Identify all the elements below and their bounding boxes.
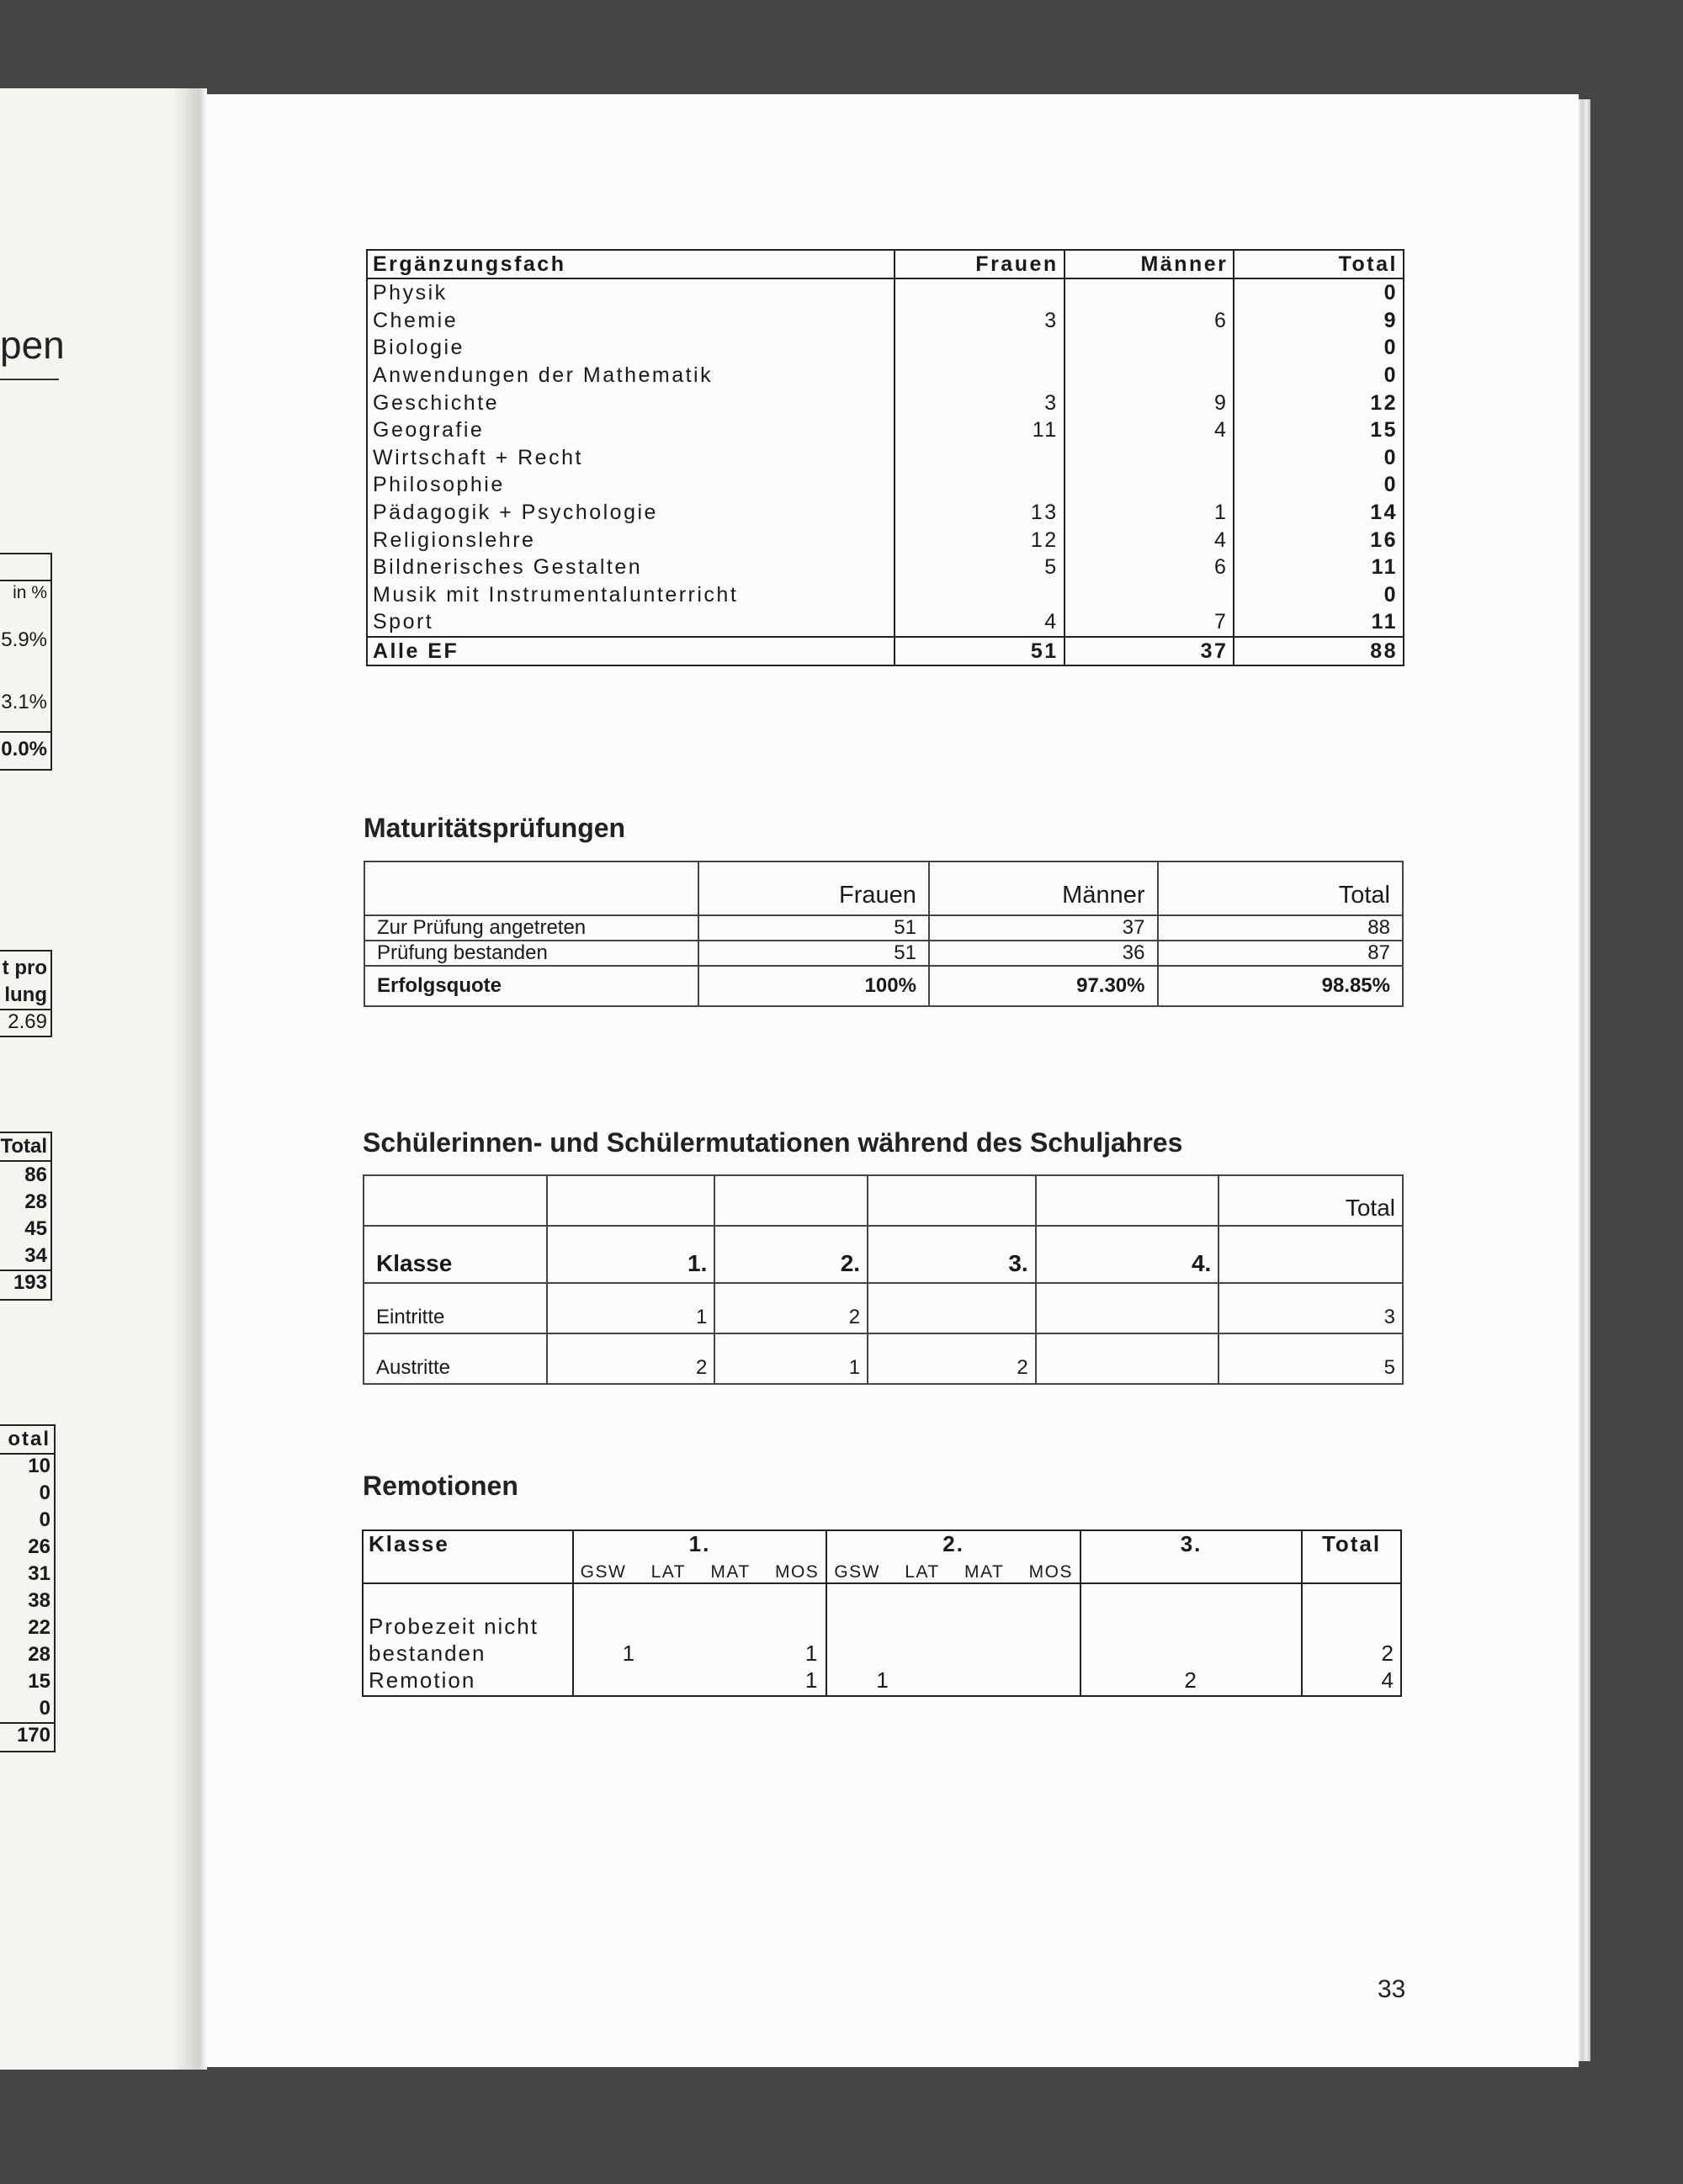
left-table-pro	[0, 950, 52, 1037]
empty-cell	[364, 1175, 547, 1226]
total-cell: 9	[1234, 307, 1404, 335]
left-table-percent	[0, 553, 52, 771]
klasse-1-header	[573, 1530, 827, 1583]
table-row	[367, 362, 1404, 390]
table-row	[367, 334, 1404, 362]
header-frauen: Frauen	[698, 861, 929, 915]
table-row	[364, 1333, 1403, 1384]
left-cell: t pro	[2, 957, 47, 979]
fach-cell: Geschichte	[367, 389, 895, 416]
subject-list	[574, 1557, 826, 1582]
frauen-cell: 3	[895, 389, 1064, 416]
table-row	[364, 941, 1403, 966]
klasse-3-header	[1080, 1530, 1302, 1583]
frauen-cell: 12	[895, 526, 1064, 554]
fach-cell: Wirtschaft + Recht	[367, 444, 895, 472]
left-cell: 15	[28, 1670, 50, 1693]
table-row	[367, 471, 1404, 499]
maenner-cell: 36	[929, 941, 1158, 966]
frauen-cell	[895, 471, 1064, 499]
row-label-probezeit: Probezeit nicht	[369, 1614, 539, 1639]
value-mos: 1	[804, 1641, 820, 1666]
table-row	[367, 389, 1404, 416]
subject-mat: MAT	[710, 1562, 751, 1582]
row-label: Zur Prüfung angetreten	[364, 915, 698, 941]
fach-cell: Chemie	[367, 307, 895, 335]
frauen-cell	[895, 581, 1064, 609]
total-cell: 15	[1234, 416, 1404, 444]
total-header	[1302, 1530, 1401, 1583]
total-label: Total	[1321, 1531, 1382, 1556]
table-header-row	[364, 861, 1403, 915]
value-cell: 2	[868, 1333, 1036, 1384]
value-line	[581, 1640, 820, 1667]
maenner-cell	[1064, 362, 1234, 390]
frauen-cell	[895, 278, 1064, 307]
empty-cell	[547, 1175, 715, 1226]
total-cell: 0	[1234, 444, 1404, 472]
subject-gsw: GSW	[834, 1562, 880, 1582]
row-labels	[363, 1583, 573, 1696]
table-row	[367, 416, 1404, 444]
mutationen-table	[363, 1174, 1404, 1385]
total-cell: 0	[1234, 362, 1404, 390]
subject-mos: MOS	[774, 1562, 820, 1582]
left-cell: in %	[13, 583, 47, 602]
left-heading-fragment: pen	[0, 323, 65, 367]
fach-cell: Physik	[367, 278, 895, 307]
maenner-cell: 1	[1064, 499, 1234, 527]
total-cell: 11	[1234, 608, 1404, 637]
klasse-2: 2.	[714, 1226, 868, 1283]
maenner-cell: 6	[1064, 307, 1234, 335]
frauen-cell	[895, 444, 1064, 472]
left-table-total	[0, 1132, 52, 1301]
mutationen-title: Schülerinnen- und Schülermutationen während des Schuljahres	[363, 1127, 1183, 1158]
left-cell: 26	[28, 1535, 50, 1558]
empty-cell	[1036, 1175, 1219, 1226]
left-cell: 86	[24, 1164, 47, 1186]
fach-cell: Philosophie	[367, 471, 895, 499]
frauen-cell	[895, 362, 1064, 390]
klasse-1-values	[573, 1583, 827, 1696]
frauen-cell: 4	[895, 608, 1064, 637]
maenner-cell: 4	[1064, 416, 1234, 444]
klasse-label: Klasse	[364, 1226, 547, 1283]
sum-maenner: 37	[1064, 637, 1234, 666]
header-fach: Ergänzungsfach	[367, 250, 895, 278]
klasse-1: 1.	[547, 1226, 715, 1283]
klasse-2-values	[826, 1583, 1080, 1696]
row-label-bestanden: bestanden	[369, 1641, 486, 1666]
total-cell: 12	[1234, 389, 1404, 416]
row-label-remotion: Remotion	[369, 1667, 476, 1693]
total-cell: 88	[1158, 915, 1404, 941]
quote-total: 98.85%	[1158, 966, 1404, 1006]
subject-mat: MAT	[964, 1562, 1005, 1582]
left-cell: 2.69	[8, 1010, 47, 1033]
frauen-cell	[895, 334, 1064, 362]
subject-lat: LAT	[650, 1562, 687, 1582]
quote-label: Erfolgsquote	[364, 966, 698, 1006]
left-cell: 0	[39, 1697, 50, 1720]
left-cell: 28	[24, 1190, 47, 1213]
left-cell: 170	[16, 1724, 50, 1747]
left-cell: lung	[4, 983, 47, 1006]
total-cell: 0	[1234, 471, 1404, 499]
value-mos: 1	[804, 1667, 820, 1693]
klasse-3: 3.	[868, 1226, 1036, 1283]
total-cell: 16	[1234, 526, 1404, 554]
total-cell: 87	[1158, 941, 1404, 966]
total-values	[1302, 1583, 1401, 1696]
remotionen-body-row	[363, 1583, 1401, 1696]
frauen-cell: 5	[895, 554, 1064, 581]
left-cell: 5.9%	[1, 628, 47, 651]
header-total: Total	[1218, 1175, 1403, 1226]
frauen-cell: 51	[698, 915, 929, 941]
table-header-row	[364, 1175, 1403, 1226]
table-sum-row	[367, 637, 1404, 666]
left-cell: 22	[28, 1616, 50, 1639]
table-row	[367, 526, 1404, 554]
maenner-cell	[1064, 278, 1234, 307]
table-row	[364, 1283, 1403, 1333]
quote-row	[364, 966, 1403, 1006]
left-cell: 38	[28, 1589, 50, 1612]
remotionen-table	[362, 1529, 1402, 1697]
row-label: Eintritte	[364, 1283, 547, 1333]
page-edge	[1579, 99, 1590, 2061]
page-number: 33	[1378, 1975, 1406, 2003]
maenner-cell	[1064, 444, 1234, 472]
total-cell: 0	[1234, 581, 1404, 609]
fach-cell: Sport	[367, 608, 895, 637]
maenner-cell: 7	[1064, 608, 1234, 637]
left-table-otal	[0, 1424, 56, 1752]
sum-total: 88	[1234, 637, 1404, 666]
total-cell: 0	[1234, 334, 1404, 362]
header-maenner: Männer	[929, 861, 1158, 915]
klasse-row	[364, 1226, 1403, 1283]
left-cell: 0	[39, 1508, 50, 1531]
table-row	[367, 499, 1404, 527]
table-row	[367, 444, 1404, 472]
table-row	[364, 915, 1403, 941]
maenner-cell: 6	[1064, 554, 1234, 581]
empty-cell	[714, 1175, 868, 1226]
sum-frauen: 51	[895, 637, 1064, 666]
table-row	[367, 554, 1404, 581]
frauen-cell: 51	[698, 941, 929, 966]
left-cell: 0	[39, 1482, 50, 1504]
left-cell: 193	[13, 1271, 47, 1294]
sum-label: Alle EF	[367, 637, 895, 666]
left-cell: 0.0%	[1, 738, 47, 761]
table-row	[367, 307, 1404, 335]
table-row	[367, 608, 1404, 637]
maenner-cell: 4	[1064, 526, 1234, 554]
row-label: Prüfung bestanden	[364, 941, 698, 966]
ergaenzungsfach-table	[366, 249, 1404, 666]
left-cell: 45	[24, 1217, 47, 1240]
klasse-3: 3.	[1180, 1531, 1203, 1556]
frauen-cell: 11	[895, 416, 1064, 444]
fach-cell: Anwendungen der Mathematik	[367, 362, 895, 390]
fach-cell: Bildnerisches Gestalten	[367, 554, 895, 581]
subject-list	[827, 1557, 1080, 1582]
klasse-1: 1.	[688, 1531, 711, 1556]
table-row	[367, 581, 1404, 609]
value-gsw: 1	[876, 1667, 890, 1693]
left-cell: 10	[28, 1455, 50, 1477]
total-cell: 11	[1234, 554, 1404, 581]
frauen-cell: 13	[895, 499, 1064, 527]
maturitaet-title: Maturitätsprüfungen	[364, 813, 626, 843]
maenner-cell	[1064, 334, 1234, 362]
klasse-label: Klasse	[363, 1530, 573, 1583]
quote-maenner: 97.30%	[929, 966, 1158, 1006]
table-header-row	[363, 1530, 1401, 1583]
row-label: Austritte	[364, 1333, 547, 1384]
value-line	[834, 1667, 1073, 1694]
value-gsw: 1	[622, 1641, 637, 1666]
fach-cell: Pädagogik + Psychologie	[367, 499, 895, 527]
left-cell: 3.1%	[1, 691, 47, 713]
fach-cell: Geografie	[367, 416, 895, 444]
book-spine	[199, 88, 207, 2070]
value-line	[581, 1667, 820, 1694]
header-total: Total	[1158, 861, 1404, 915]
left-cell: 34	[24, 1244, 47, 1267]
value-cell	[868, 1283, 1036, 1333]
empty-cell	[868, 1175, 1036, 1226]
klasse-4: 4.	[1036, 1226, 1219, 1283]
frauen-cell: 3	[895, 307, 1064, 335]
header-total: Total	[1234, 250, 1404, 278]
value-cell	[1036, 1283, 1219, 1333]
value-cell: 2	[714, 1283, 868, 1333]
value-cell: 2	[547, 1333, 715, 1384]
header-empty	[364, 861, 698, 915]
left-cell: Total	[0, 1135, 47, 1158]
klasse-2: 2.	[942, 1531, 964, 1556]
subject-gsw: GSW	[580, 1562, 627, 1582]
table-header-row	[367, 250, 1404, 278]
maenner-cell	[1064, 471, 1234, 499]
header-frauen: Frauen	[895, 250, 1064, 278]
fach-cell: Religionslehre	[367, 526, 895, 554]
fach-cell: Musik mit Instrumentalunterricht	[367, 581, 895, 609]
maenner-cell: 37	[929, 915, 1158, 941]
value-line: 2	[1184, 1667, 1198, 1693]
table-row	[367, 278, 1404, 307]
value-cell	[1036, 1333, 1219, 1384]
left-cell: otal	[8, 1428, 50, 1450]
subject-lat: LAT	[905, 1562, 940, 1582]
fach-cell: Biologie	[367, 334, 895, 362]
remotionen-title: Remotionen	[363, 1471, 518, 1501]
total-cell: 14	[1234, 499, 1404, 527]
left-cell: 28	[28, 1643, 50, 1666]
klasse-2-header	[826, 1530, 1080, 1583]
maenner-cell	[1064, 581, 1234, 609]
total-line-3: 4	[1381, 1667, 1395, 1693]
value-cell: 1	[547, 1283, 715, 1333]
maturitaet-table	[364, 861, 1404, 1007]
empty-cell	[1218, 1226, 1403, 1283]
subject-mos: MOS	[1028, 1562, 1073, 1582]
klasse-3-values	[1080, 1583, 1302, 1696]
total-cell: 5	[1218, 1333, 1403, 1384]
total-cell: 3	[1218, 1283, 1403, 1333]
total-line-2: 2	[1381, 1641, 1395, 1666]
total-cell: 0	[1234, 278, 1404, 307]
value-cell: 1	[714, 1333, 868, 1384]
header-maenner: Männer	[1064, 250, 1234, 278]
quote-frauen: 100%	[698, 966, 929, 1006]
left-cell: 31	[28, 1562, 50, 1585]
left-heading-underline	[0, 379, 59, 380]
maenner-cell: 9	[1064, 389, 1234, 416]
